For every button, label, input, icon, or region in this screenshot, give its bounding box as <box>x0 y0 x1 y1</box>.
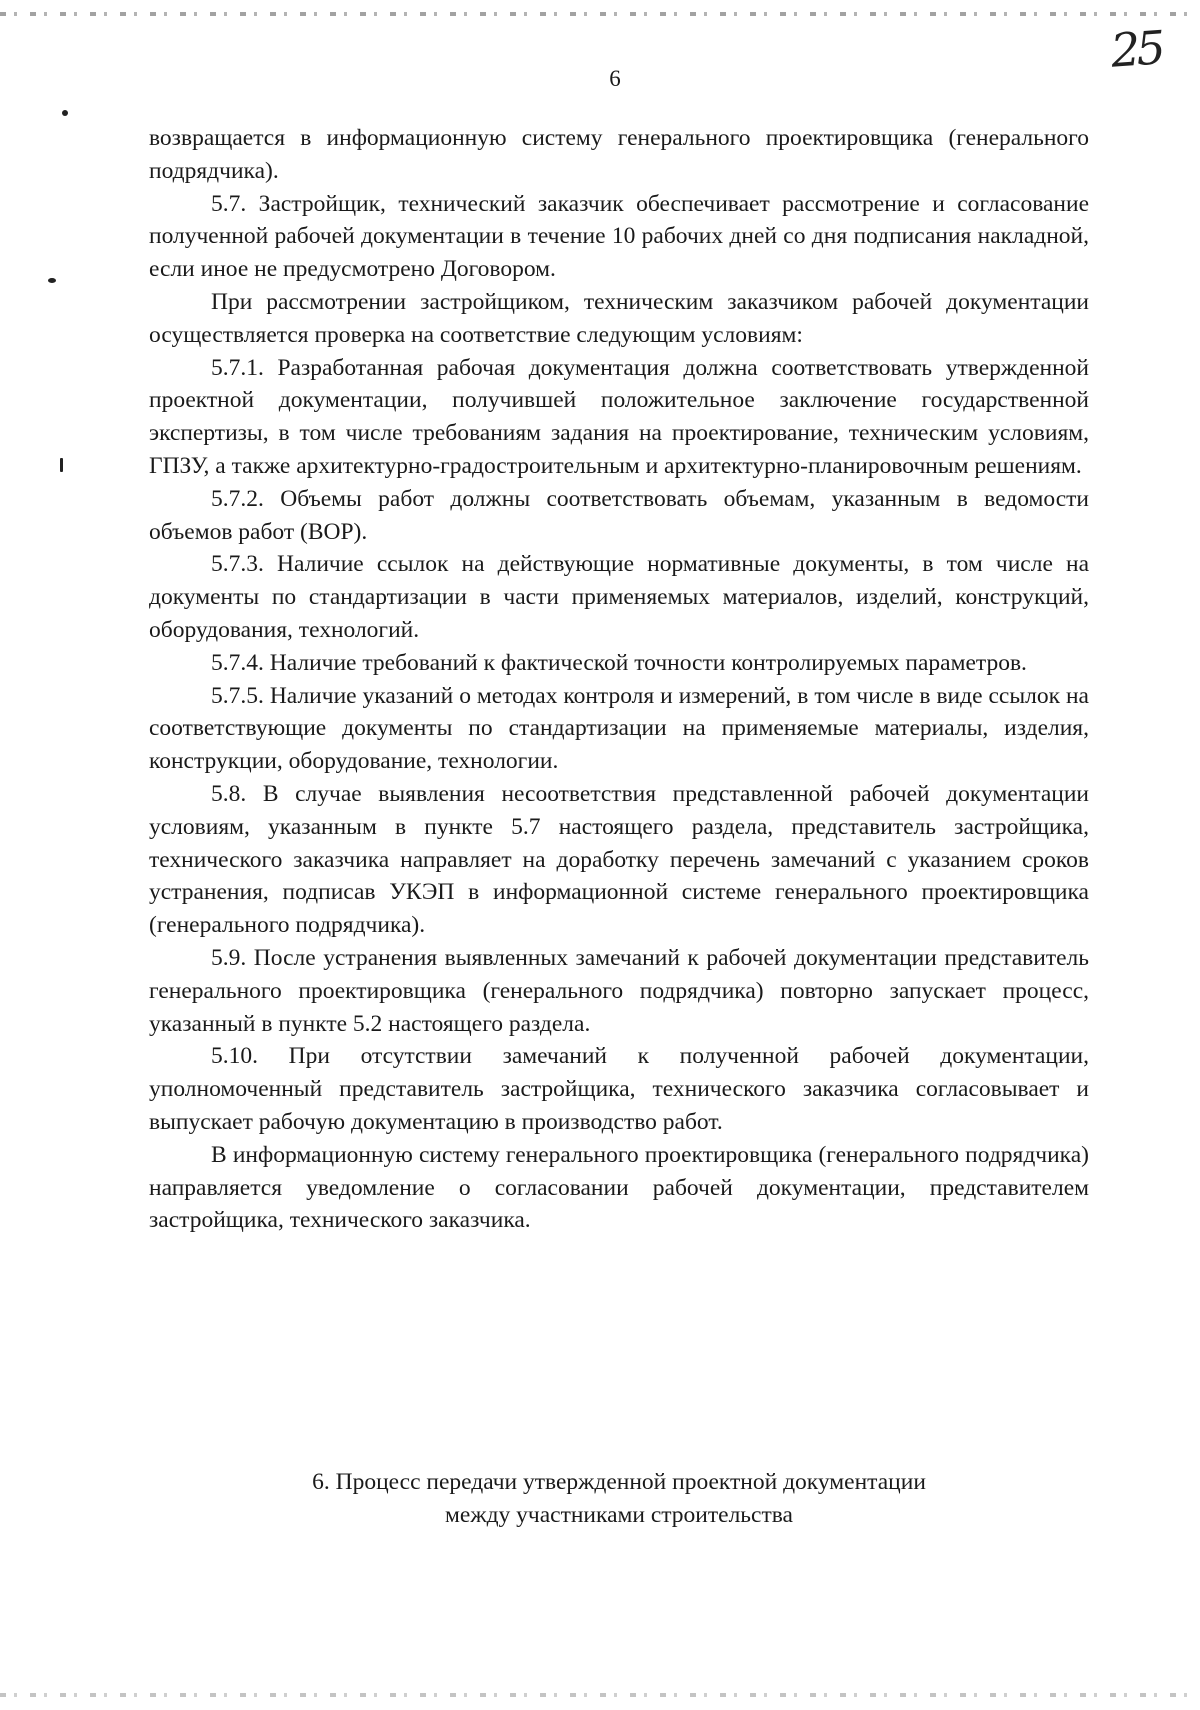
scan-artifact-bottom <box>0 1693 1200 1697</box>
document-body <box>149 122 1089 1237</box>
paragraph-5-7: 5.7. Застройщик, технический заказчик обеспечивает рассмотрение и согласование полученной рабочей документации в течение 10 рабочих дней со дня подписания накладной, если иное не предусмотрено Договором. <box>149 190 1089 283</box>
section-heading-line-1: 6. Процесс передачи утвержденной проектной документации <box>312 1469 926 1495</box>
page-number: 6 <box>609 66 621 91</box>
scan-speck <box>62 110 68 116</box>
paragraph-continuation: возвращается в информационную систему генерального проектировщика (генерального подрядчика). <box>149 125 1089 184</box>
paragraph-5-9: 5.9. После устранения выявленных замечаний к рабочей документации представитель генерального проектировщика (генерального подрядчика) повторно запускает процесс, указанный в пункте 5.2 настоящего раздела. <box>149 944 1089 1037</box>
section-6-heading <box>149 1466 1089 1532</box>
section-heading-line-2: между участниками строительства <box>445 1501 793 1528</box>
paragraph-5-7-2: 5.7.2. Объемы работ должны соответствовать объемам, указанным в ведомости объемов работ (ВОР). <box>149 485 1089 545</box>
paragraph-notification: В информационную систему генерального проектировщика (генерального подрядчика) направляется уведомление о согласовании рабочей документации, представителем застройщика, технического заказчика. <box>149 1141 1089 1234</box>
paragraph-5-7-1: 5.7.1. Разработанная рабочая документация должна соответствовать утвержденной проектной документации, получившей положительное заключение государственной экспертизы, в том числе требованиям задания на проектирование, техническим условиям, ГПЗУ, а также архитектурно-градостроительным и архитектурно-планировочным решениям. <box>149 354 1089 479</box>
paragraph-5-7-5: 5.7.5. Наличие указаний о методах контроля и измерений, в том числе в виде ссылок на соответствующие документы по стандартизации на применяемые материалы, изделия, конструкции, оборудование, технологии. <box>149 682 1089 775</box>
paragraph-review-conditions: При рассмотрении застройщиком, техническим заказчиком рабочей документации осуществляется проверка на соответствие следующим условиям: <box>149 288 1089 348</box>
paragraph-5-8: 5.8. В случае выявления несоответствия представленной рабочей документации условиям, указанным в пункте 5.7 настоящего раздела, представитель застройщика, технического заказчика направляет на доработку перечень замечаний с указанием сроков устранения, подписав УКЭП в информационной системе генерального проектировщика (генерального подрядчика). <box>149 780 1089 939</box>
handwritten-page-number: 25 <box>1109 20 1164 78</box>
scan-speck <box>48 278 56 283</box>
paragraph-5-7-3: 5.7.3. Наличие ссылок на действующие нормативные документы, в том числе на документы по стандартизации в части применяемых материалов, изделий, конструкций, оборудования, технологий. <box>149 551 1089 643</box>
scan-artifact-top <box>0 12 1200 16</box>
scan-speck <box>60 458 63 472</box>
paragraph-5-10: 5.10. При отсутствии замечаний к полученной рабочей документации, уполномоченный представитель застройщика, технического заказчика согласовывает и выпускает рабочую документацию в производство работ. <box>149 1043 1089 1135</box>
paragraph-5-7-4: 5.7.4. Наличие требований к фактической точности контролируемых параметров. <box>211 649 1027 676</box>
